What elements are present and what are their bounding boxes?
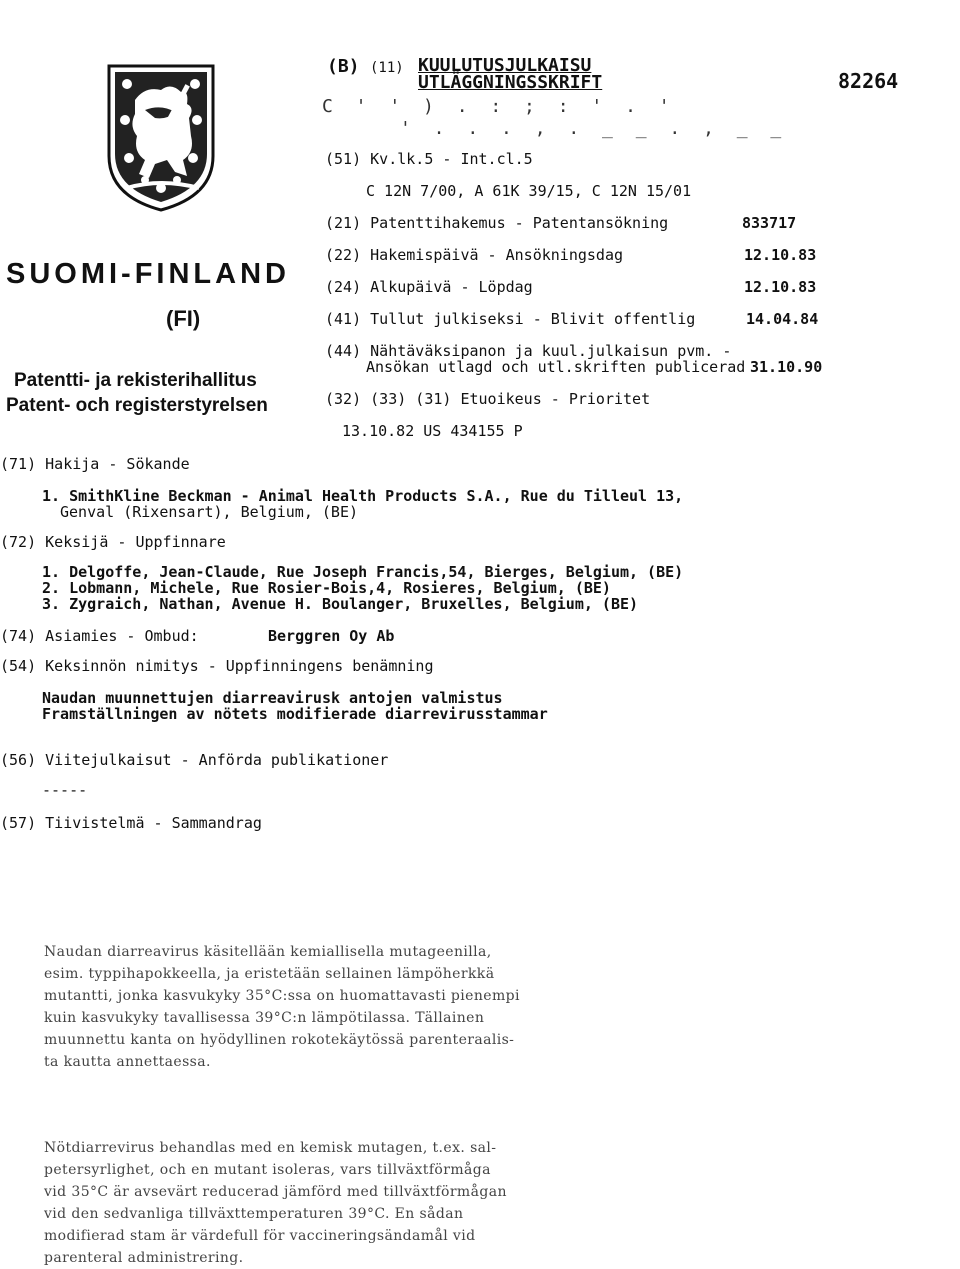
public-date-label: (41) Tullut julkiseksi - Blivit offentlig <box>325 310 696 328</box>
abstract-fi-line: esim. typpihapokkeella, ja eristetään sellainen lämpöherkkä <box>44 966 495 982</box>
abstract-fi-line: muunnettu kanta on hyödyllinen rokotekäytössä parenteraalis- <box>44 1032 515 1048</box>
abstract-fi-line: kuin kasvukyky tavallisessa 39°C:n lämpötilassa. Tällainen <box>44 1010 485 1026</box>
start-date-value: 12.10.83 <box>744 278 817 296</box>
inventor-item: 3. Zygraich, Nathan, Avenue H. Boulanger, Bruxelles, Belgium, (BE) <box>42 595 639 613</box>
app-no-label: (21) Patenttihakemus - Patentansökning <box>325 214 669 232</box>
office-name-sv: Patent- och registerstyrelsen <box>6 395 268 416</box>
abstract-fi-line: mutantti, jonka kasvukyky 35°C:ssa on huomattavasti pienempi <box>44 988 520 1004</box>
abstract-fi-line: ta kautta annettaessa. <box>44 1054 211 1070</box>
inid-11: (11) <box>370 60 404 76</box>
filing-date-value: 12.10.83 <box>744 246 817 264</box>
finland-coat-of-arms-logo <box>105 60 217 213</box>
inventors-label: (72) Keksijä - Uppfinnare <box>0 533 226 551</box>
abstract-sv-line: parenteral administrering. <box>44 1250 244 1266</box>
references-value: ----- <box>42 781 88 799</box>
applicant-line-2: Genval (Rixensart), Belgium, (BE) <box>60 503 359 521</box>
faint-stamp-line-1: C ' ' ) . : ; : ' . ' <box>322 96 676 117</box>
doc-type-sv: UTLÄGGNINGSSKRIFT <box>418 72 603 93</box>
published-date-label-1: (44) Nähtäväksipanon ja kuul.julkaisun pvm. - <box>325 342 732 360</box>
document-number: 82264 <box>838 69 899 93</box>
applicant-line-1: 1. SmithKline Beckman - Animal Health Products S.A., Rue du Tilleul 13, <box>42 487 684 505</box>
priority-value: 13.10.82 US 434155 P <box>342 422 523 440</box>
abstract-fi-line: Naudan diarreavirus käsitellään kemiallisella mutageenilla, <box>44 944 492 960</box>
abstract-sv-line: Nötdiarrevirus behandlas med en kemisk mutagen, t.ex. sal- <box>44 1140 497 1156</box>
priority-label: (32) (33) (31) Etuoikeus - Prioritet <box>325 390 651 408</box>
invention-title-sv: Framställningen av nötets modifierade diarrevirusstammar <box>42 705 548 723</box>
invention-title-fi: Naudan muunnettujen diarreavirusk antojen valmistus <box>42 689 503 707</box>
abstract-sv-line: petersyrlighet, och en mutant isoleras, vars tillväxtförmåga <box>44 1162 491 1178</box>
start-date-label: (24) Alkupäivä - Löpdag <box>325 278 533 296</box>
kind-code: (B) <box>327 56 360 77</box>
int-cl-label: (51) Kv.lk.5 - Int.cl.5 <box>325 150 533 168</box>
abstract-sv-line: vid den sedvanliga tillväxttemperaturen 39°C. En sådan <box>44 1206 464 1222</box>
agent-label: (74) Asiamies - Ombud: <box>0 627 199 645</box>
applicant-label: (71) Hakija - Sökande <box>0 455 190 473</box>
office-code: (FI) <box>166 306 201 331</box>
inventor-item: 1. Delgoffe, Jean-Claude, Rue Joseph Francis,54, Bierges, Belgium, (BE) <box>42 563 684 581</box>
office-country: SUOMI-FINLAND <box>6 258 290 290</box>
inventor-item: 2. Lobmann, Michele, Rue Rosier-Bois,4, Rosieres, Belgium, (BE) <box>42 579 611 597</box>
doc-type-fi: KUULUTUSJULKAISU <box>418 55 592 76</box>
int-cl-value: C 12N 7/00, A 61K 39/15, C 12N 15/01 <box>366 182 692 200</box>
faint-stamp-line-2: ' . . . , . _ _ . , _ _ <box>400 118 788 139</box>
abstract-sv-line: modifierad stam är värdefull för vaccineringsändamål vid <box>44 1228 476 1244</box>
published-date-value: 31.10.90 <box>750 358 823 376</box>
agent-value: Berggren Oy Ab <box>268 627 395 645</box>
references-label: (56) Viitejulkaisut - Anförda publikationer <box>0 751 389 769</box>
filing-date-label: (22) Hakemispäivä - Ansökningsdag <box>325 246 624 264</box>
published-date-label-2: Ansökan utlagd och utl.skriften publicerad <box>366 358 746 376</box>
abstract-label: (57) Tiivistelmä - Sammandrag <box>0 814 262 832</box>
app-no-value: 833717 <box>742 214 797 232</box>
office-name-fi: Patentti- ja rekisterihallitus <box>14 370 257 391</box>
abstract-sv-line: vid 35°C är avsevärt reducerad jämförd med tillväxtförmågan <box>44 1184 507 1200</box>
public-date-value: 14.04.84 <box>746 310 819 328</box>
title-label: (54) Keksinnön nimitys - Uppfinningens benämning <box>0 657 434 675</box>
